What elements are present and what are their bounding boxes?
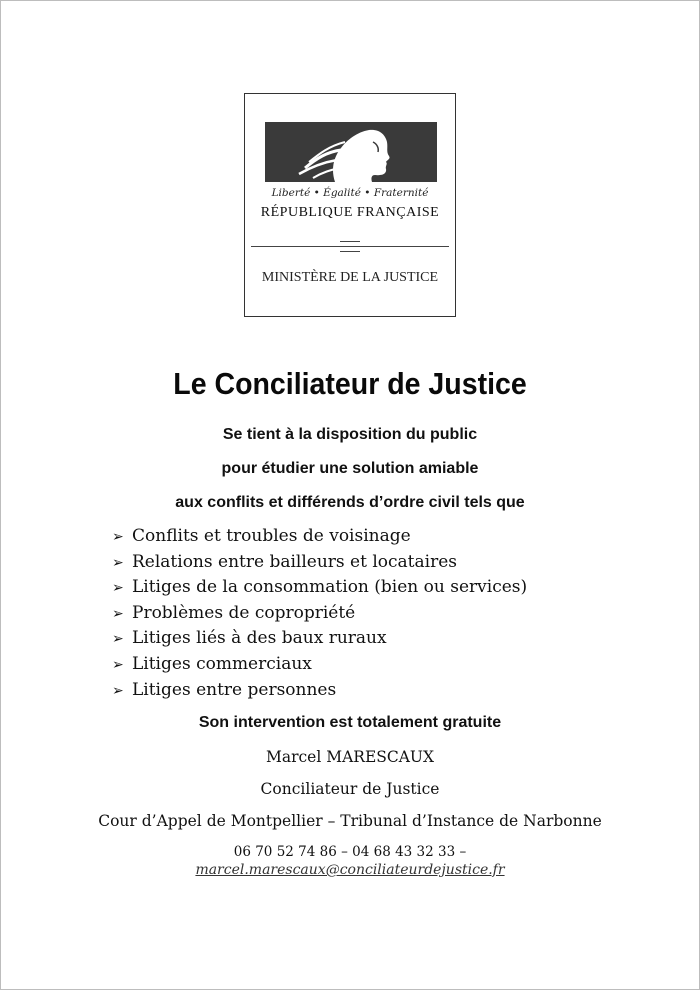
intro-line: Se tient à la disposition du public bbox=[222, 426, 478, 443]
free-notice: Son intervention est totalement gratuite bbox=[198, 714, 502, 731]
arrow-right-icon: ➢ bbox=[112, 656, 124, 673]
list-item bbox=[112, 603, 527, 629]
page-title: Le Conciliateur de Justice bbox=[173, 366, 527, 401]
list-item-label: Litiges entre personnes bbox=[132, 679, 337, 700]
list-item bbox=[112, 654, 527, 680]
arrow-right-icon: ➢ bbox=[112, 631, 124, 648]
list-item bbox=[112, 628, 527, 654]
arrow-right-icon: ➢ bbox=[112, 554, 124, 571]
arrow-right-icon: ➢ bbox=[112, 682, 124, 699]
dispute-list bbox=[112, 526, 527, 705]
list-item-label: Litiges liés à des baux ruraux bbox=[132, 628, 387, 649]
logo-divider bbox=[340, 251, 360, 252]
list-item-label: Conflits et troubles de voisinage bbox=[132, 526, 411, 546]
ministry-name: MINISTÈRE DE LA JUSTICE bbox=[261, 270, 439, 285]
list-item-label: Litiges de la consommation (bien ou services) bbox=[132, 577, 528, 598]
contact-court: Cour d’Appel de Montpellier – Tribunal d’Instance de Narbonne bbox=[98, 812, 602, 830]
logo-divider bbox=[340, 241, 360, 242]
list-item-label: Problèmes de copropriété bbox=[132, 602, 356, 623]
contact-role: Conciliateur de Justice bbox=[260, 780, 440, 798]
list-item-label: Litiges commerciaux bbox=[132, 653, 312, 674]
contact-name: Marcel MARESCAUX bbox=[265, 748, 435, 766]
arrow-right-icon: ➢ bbox=[112, 529, 124, 545]
republic-motto: Liberté • Égalité • Fraternité bbox=[271, 187, 429, 199]
intro-line: pour étudier une solution amiable bbox=[221, 460, 479, 477]
list-item bbox=[112, 526, 527, 552]
arrow-right-icon: ➢ bbox=[112, 580, 124, 597]
contact-email-link[interactable]: marcel.marescaux@conciliateurdejustice.fr bbox=[195, 862, 505, 878]
list-item bbox=[112, 577, 527, 603]
list-item-label: Relations entre bailleurs et locataires bbox=[132, 551, 457, 572]
arrow-right-icon: ➢ bbox=[112, 605, 124, 622]
contact-phones: 06 70 52 74 86 – 04 68 43 32 33 – bbox=[233, 844, 467, 860]
ministry-logo bbox=[244, 93, 456, 317]
intro-line: aux conflits et différends d’ordre civil tels que bbox=[175, 494, 525, 511]
list-item bbox=[112, 552, 527, 578]
logo-divider bbox=[251, 246, 449, 247]
list-item bbox=[112, 680, 527, 706]
marianne-emblem-icon bbox=[265, 122, 437, 182]
republic-name: RÉPUBLIQUE FRANÇAISE bbox=[260, 205, 440, 220]
